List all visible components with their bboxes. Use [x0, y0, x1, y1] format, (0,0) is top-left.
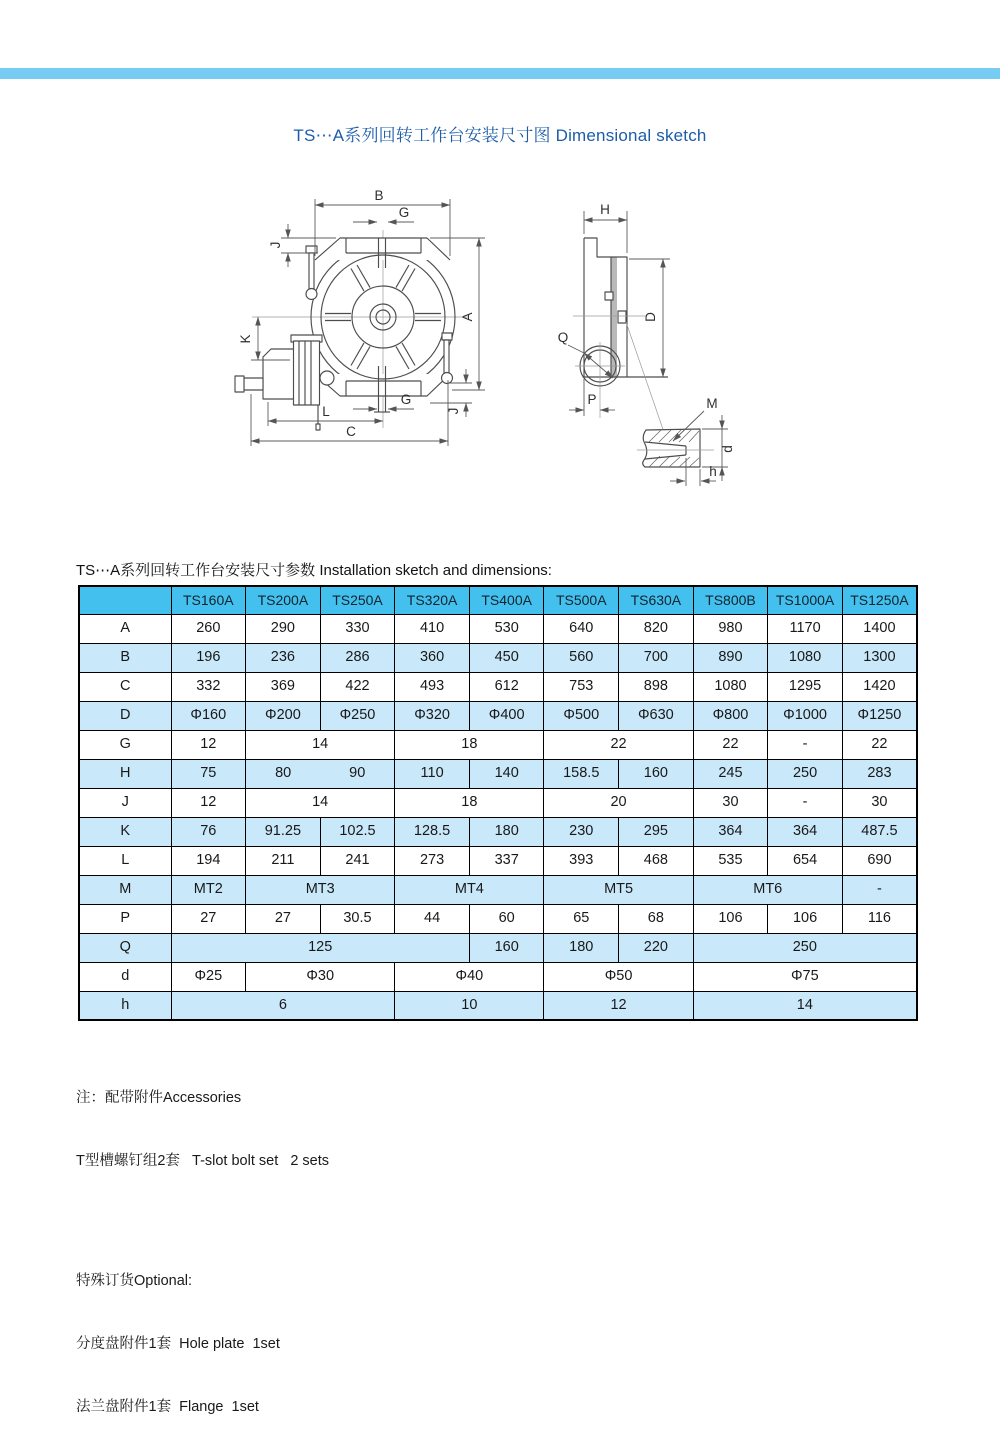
value-cell: 211 [246, 846, 321, 875]
value-cell: 295 [619, 817, 694, 846]
value-cell: MT2 [171, 875, 246, 904]
value-cell: 90 [320, 759, 395, 788]
note-accessories-title: 注：配带附件Accessories [76, 1090, 242, 1106]
value-cell: 6 [171, 991, 395, 1020]
value-cell: 22 [842, 730, 917, 759]
value-cell: 250 [768, 759, 843, 788]
dim-label-a: A [460, 312, 475, 322]
value-cell: 700 [619, 643, 694, 672]
value-cell: 12 [171, 730, 246, 759]
value-cell: 125 [171, 933, 469, 962]
value-cell: Φ800 [693, 701, 768, 730]
value-cell: 690 [842, 846, 917, 875]
value-cell: 194 [171, 846, 246, 875]
value-cell: 898 [619, 672, 694, 701]
value-cell: 980 [693, 614, 768, 643]
column-header: TS250A [320, 586, 395, 614]
value-cell: 422 [320, 672, 395, 701]
dim-label-k: K [238, 334, 253, 344]
column-header: TS630A [619, 586, 694, 614]
value-cell: 493 [395, 672, 470, 701]
value-cell: 535 [693, 846, 768, 875]
value-cell: 1080 [768, 643, 843, 672]
column-header: TS1250A [842, 586, 917, 614]
dim-label-d-side: D [643, 312, 658, 322]
notes-spacer [76, 1214, 329, 1229]
value-cell: 1080 [693, 672, 768, 701]
value-cell: 160 [469, 933, 544, 962]
value-cell: 102.5 [320, 817, 395, 846]
dim-label-h-side: H [600, 202, 610, 217]
value-cell: 180 [469, 817, 544, 846]
value-cell: 245 [693, 759, 768, 788]
value-cell: 654 [768, 846, 843, 875]
row-label: L [79, 846, 171, 875]
value-cell: Φ500 [544, 701, 619, 730]
dim-label-b: B [374, 188, 384, 203]
value-cell: 250 [693, 933, 917, 962]
note-optional-item-2: 法兰盘附件1套 Flange 1set [76, 1399, 259, 1415]
value-cell: 128.5 [395, 817, 470, 846]
value-cell: - [842, 875, 917, 904]
value-cell: MT4 [395, 875, 544, 904]
value-cell: 27 [246, 904, 321, 933]
value-cell: 30 [693, 788, 768, 817]
value-cell: 260 [171, 614, 246, 643]
value-cell: 560 [544, 643, 619, 672]
value-cell: 27 [171, 904, 246, 933]
notes-block [76, 1046, 329, 1439]
value-cell: 18 [395, 730, 544, 759]
value-cell: 753 [544, 672, 619, 701]
value-cell: 1400 [842, 614, 917, 643]
value-cell: MT5 [544, 875, 693, 904]
value-cell: 1420 [842, 672, 917, 701]
value-cell: 116 [842, 904, 917, 933]
dim-label-p: P [587, 392, 597, 407]
value-cell: 18 [395, 788, 544, 817]
value-cell: 14 [693, 991, 917, 1020]
row-label: D [79, 701, 171, 730]
value-cell: Φ25 [171, 962, 246, 991]
value-cell: MT3 [246, 875, 395, 904]
value-cell: 75 [171, 759, 246, 788]
row-label: M [79, 875, 171, 904]
dim-label-j-bottom: J [446, 407, 461, 415]
column-header: TS200A [246, 586, 321, 614]
value-cell: 80 [246, 759, 321, 788]
dimensional-sketch [0, 0, 1000, 560]
value-cell: 337 [469, 846, 544, 875]
value-cell: 44 [395, 904, 470, 933]
value-cell: 106 [693, 904, 768, 933]
dim-label-j-top: J [268, 241, 283, 249]
value-cell: 369 [246, 672, 321, 701]
value-cell: 22 [544, 730, 693, 759]
column-header: TS500A [544, 586, 619, 614]
row-label: J [79, 788, 171, 817]
value-cell: Φ200 [246, 701, 321, 730]
value-cell: - [768, 788, 843, 817]
value-cell: 273 [395, 846, 470, 875]
value-cell: - [768, 730, 843, 759]
dim-label-h-small: h [709, 464, 717, 479]
value-cell: 22 [693, 730, 768, 759]
value-cell: 12 [544, 991, 693, 1020]
value-cell: 290 [246, 614, 321, 643]
row-label: Q [79, 933, 171, 962]
row-label: A [79, 614, 171, 643]
value-cell: 612 [469, 672, 544, 701]
value-cell: 241 [320, 846, 395, 875]
row-label: B [79, 643, 171, 672]
value-cell: 30 [842, 788, 917, 817]
value-cell: 410 [395, 614, 470, 643]
row-label: h [79, 991, 171, 1020]
dim-label-g-bottom: G [400, 392, 412, 407]
row-label: G [79, 730, 171, 759]
dim-label-l: L [322, 404, 330, 419]
value-cell: Φ320 [395, 701, 470, 730]
column-header: TS160A [171, 586, 246, 614]
value-cell: 393 [544, 846, 619, 875]
value-cell: 106 [768, 904, 843, 933]
corner-cell [79, 586, 171, 614]
value-cell: Φ1000 [768, 701, 843, 730]
note-accessories-item: T型槽螺钉组2套 T-slot bolt set 2 sets [76, 1153, 330, 1169]
value-cell: MT6 [693, 875, 842, 904]
value-cell: Φ250 [320, 701, 395, 730]
value-cell: Φ1250 [842, 701, 917, 730]
column-header: TS320A [395, 586, 470, 614]
value-cell: 820 [619, 614, 694, 643]
value-cell: 283 [842, 759, 917, 788]
dim-label-d-small: d [720, 445, 735, 453]
value-cell: 330 [320, 614, 395, 643]
value-cell: 20 [544, 788, 693, 817]
front-view-drawing [235, 188, 485, 446]
value-cell: Φ50 [544, 962, 693, 991]
value-cell: 60 [469, 904, 544, 933]
value-cell: Φ160 [171, 701, 246, 730]
dim-label-q: Q [557, 330, 569, 345]
value-cell: 530 [469, 614, 544, 643]
row-label: d [79, 962, 171, 991]
column-header: TS1000A [768, 586, 843, 614]
column-header: TS400A [469, 586, 544, 614]
row-label: P [79, 904, 171, 933]
value-cell: 468 [619, 846, 694, 875]
value-cell: 10 [395, 991, 544, 1020]
value-cell: 110 [395, 759, 470, 788]
value-cell: 364 [693, 817, 768, 846]
value-cell: 220 [619, 933, 694, 962]
value-cell: 890 [693, 643, 768, 672]
value-cell: 12 [171, 788, 246, 817]
value-cell: 487.5 [842, 817, 917, 846]
value-cell: 1295 [768, 672, 843, 701]
value-cell: 68 [619, 904, 694, 933]
value-cell: Φ75 [693, 962, 917, 991]
value-cell: 1170 [768, 614, 843, 643]
value-cell: 360 [395, 643, 470, 672]
value-cell: 230 [544, 817, 619, 846]
value-cell: 196 [171, 643, 246, 672]
taper-detail-drawing [637, 396, 735, 486]
dim-label-c: C [346, 424, 356, 439]
value-cell: 14 [246, 788, 395, 817]
row-label: H [79, 759, 171, 788]
note-optional-item-1: 分度盘附件1套 Hole plate 1set [76, 1336, 280, 1352]
value-cell: 450 [469, 643, 544, 672]
dim-label-g-top: G [398, 205, 410, 220]
value-cell: 332 [171, 672, 246, 701]
side-view-drawing [558, 202, 670, 438]
value-cell: 364 [768, 817, 843, 846]
value-cell: 180 [544, 933, 619, 962]
value-cell: 286 [320, 643, 395, 672]
value-cell: 91.25 [246, 817, 321, 846]
column-header: TS800B [693, 586, 768, 614]
value-cell: 1300 [842, 643, 917, 672]
dim-label-m: M [706, 396, 718, 411]
row-label: C [79, 672, 171, 701]
value-cell: Φ30 [246, 962, 395, 991]
value-cell: 14 [246, 730, 395, 759]
table-caption: TS⋯A系列回转工作台安装尺寸参数 Installation sketch and dimensions: [76, 562, 552, 579]
value-cell: 76 [171, 817, 246, 846]
value-cell: Φ40 [395, 962, 544, 991]
dimensions-table [78, 585, 918, 1021]
value-cell: 158.5 [544, 759, 619, 788]
value-cell: Φ630 [619, 701, 694, 730]
row-label: K [79, 817, 171, 846]
value-cell: 160 [619, 759, 694, 788]
page-title: TS⋯A系列回转工作台安装尺寸图 Dimensional sketch [293, 126, 707, 145]
note-optional-title: 特殊订货Optional: [76, 1273, 193, 1289]
value-cell: 640 [544, 614, 619, 643]
value-cell: 236 [246, 643, 321, 672]
value-cell: 65 [544, 904, 619, 933]
value-cell: Φ400 [469, 701, 544, 730]
value-cell: 30.5 [320, 904, 395, 933]
value-cell: 140 [469, 759, 544, 788]
